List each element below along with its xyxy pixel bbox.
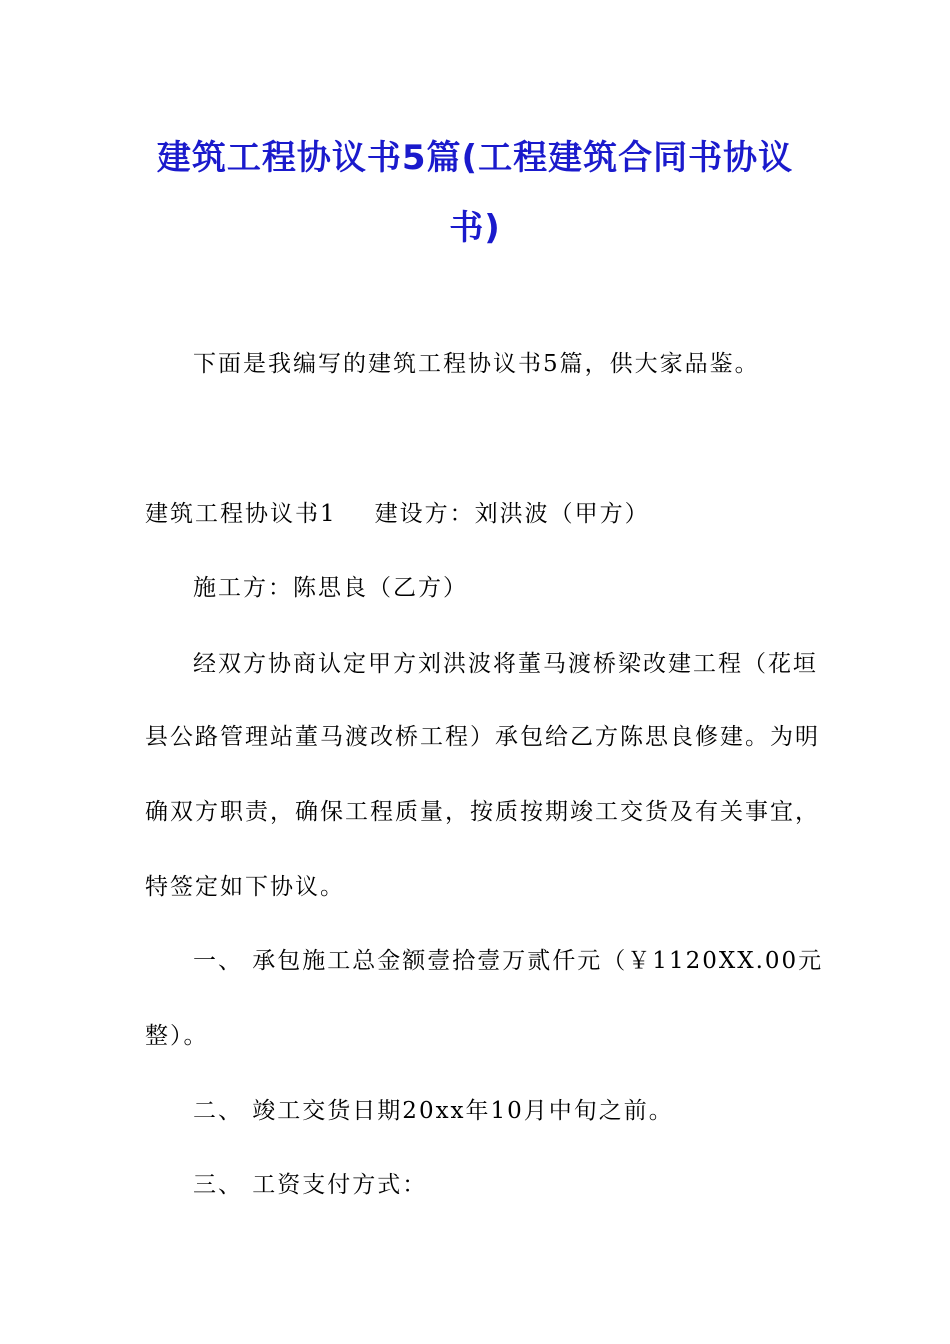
clause-1-line-2: 整）。 [145,1023,209,1049]
section-heading-line [145,495,650,528]
body-line-1: 经双方协商认定甲方刘洪波将董马渡桥梁改建工程（花垣 [193,651,818,677]
clause-2: 二、 竣工交货日期20xx年10月中旬之前。 [193,1098,674,1124]
document-title-line-1: 建筑工程协议书5篇(工程建筑合同书协议 [156,138,794,178]
party-a-text: 建设方：刘洪波（甲方） [374,501,650,527]
clause-3: 三、 工资支付方式： [193,1172,428,1198]
party-b-text: 施工方：陈思良（乙方） [193,575,468,601]
section-heading: 建筑工程协议书1 [145,501,337,527]
document-title-line-2: 书) [449,208,501,248]
body-line-2: 县公路管理站董马渡改桥工程）承包给乙方陈思良修建。为明 [145,724,820,750]
body-line-4: 特签定如下协议。 [145,874,345,900]
intro-paragraph: 下面是我编写的建筑工程协议书5篇，供大家品鉴。 [193,351,760,377]
body-line-3: 确双方职责，确保工程质量，按质按期竣工交货及有关事宜， [145,799,820,825]
clause-1-line-1: 一、 承包施工总金额壹拾壹万贰仟元（￥1120XX.00元 [193,948,824,974]
